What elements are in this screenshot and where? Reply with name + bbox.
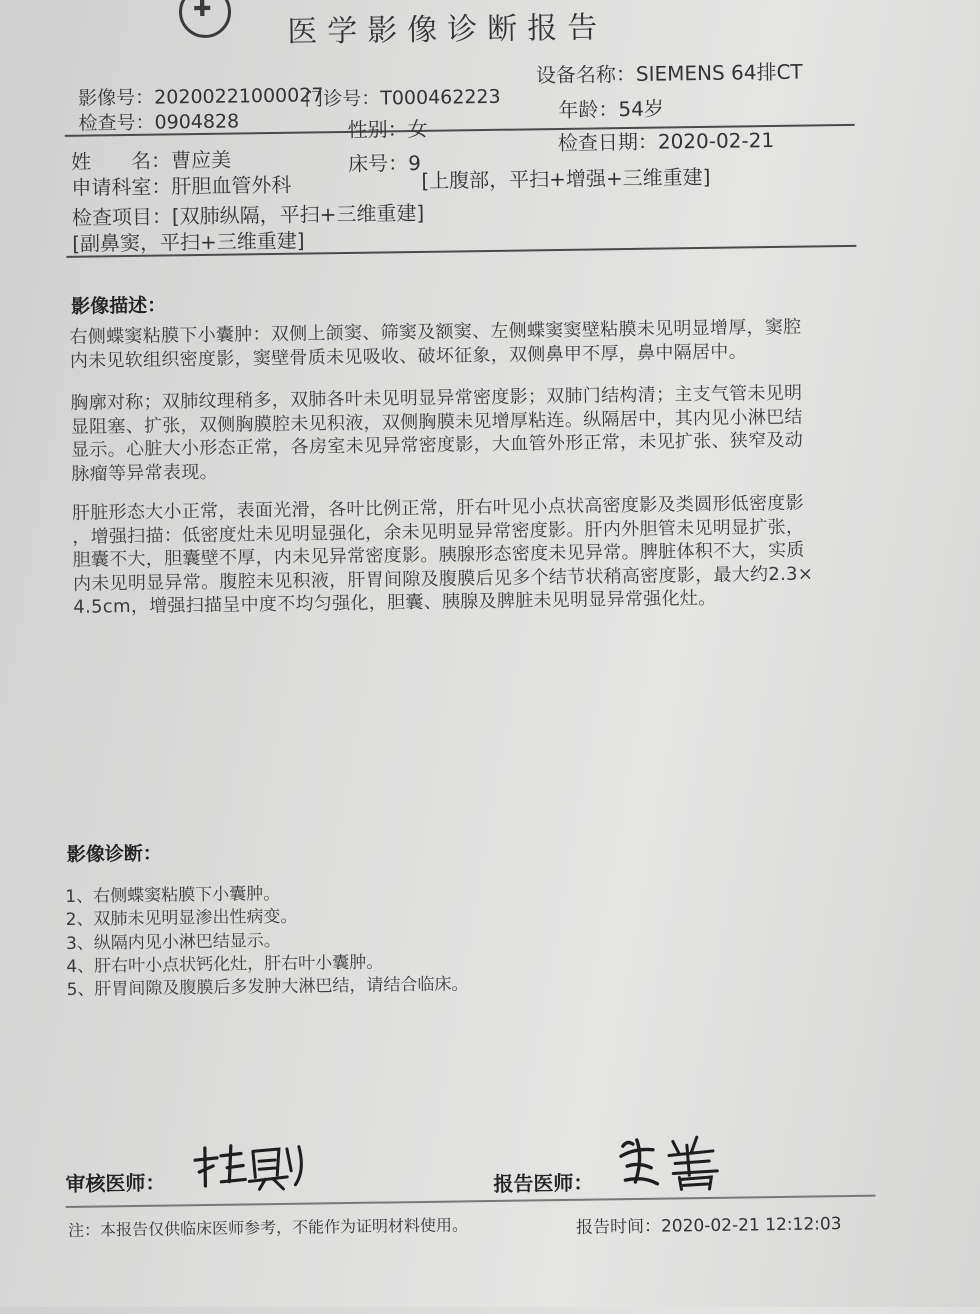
device-value: SIEMENS 64排CT (635, 59, 803, 86)
age-field (558, 93, 664, 123)
exam-date-field (558, 124, 775, 156)
dept-value: 肝胆血管外科 (171, 172, 292, 199)
bed-value: 9 (407, 150, 422, 176)
clinic-no-field (304, 82, 501, 112)
paragraph-line: 胆囊不大，胆囊壁不厚，内未见异常密度影。胰腺形态密度未见异常。脾脏体积不大，实质 (72, 539, 805, 571)
paragraph-line: 右侧蝶窦粘膜下小囊肿：双侧上颌窦、筛窦及额窦、左侧蝶窦窦壁粘膜未见明显增厚，窦腔 (69, 316, 802, 348)
sex-field (347, 113, 427, 143)
age-value: 54岁 (618, 96, 665, 122)
reviewer-label: 审核医师： (65, 1170, 166, 1196)
exam-item-1: [双肺纵隔，平扫+三维重建] (171, 200, 425, 229)
report-title: 医学影像诊断报告 (287, 10, 608, 50)
sex-value: 女 (407, 116, 428, 142)
diagnosis-item: 1、右侧蝶窦粘膜下小囊肿。 (65, 883, 281, 907)
exam-no-value: 0904828 (154, 110, 240, 134)
paragraph-line: 显示。心脏大小形态正常，各房室未见异常密度影，大血管外形正常，未见扩张、狭窄及动 (70, 429, 804, 461)
description-paragraph-abdomen (72, 491, 864, 620)
paragraph-line: 胸廓对称；双肺纹理稍多，双肺各叶未见明显异常密度影；双肺门结构清；主支气管未见明 (70, 382, 803, 414)
sex-label: 性别： (347, 117, 408, 142)
description-paragraph-sinus (69, 315, 860, 373)
disclaimer-note: 注：本报告仅供临床医师参考，不能作为证明材料使用。 (67, 1215, 469, 1240)
image-no-value: 20200221000027 (154, 84, 324, 109)
exam-items-label: 检查项目： (71, 204, 173, 230)
exam-item-3: [副鼻窦，平扫+三维重建] (72, 228, 305, 256)
dept-field (71, 169, 291, 201)
diagnosis-item: 2、双肺未见明显渗出性病变。 (65, 907, 298, 931)
paragraph-line: 脉瘤等异常表现。 (71, 461, 218, 485)
exam-date-value: 2020-02-21 (657, 127, 775, 154)
paragraph-line: 显阻塞、扩张，双侧胸膜腔未见积液，双侧胸膜未见增厚粘连。纵隔居中，其内见小淋巴结 (70, 406, 803, 438)
diagnosis-item: 4、肝右叶小点状钙化灶，肝右叶小囊肿。 (66, 952, 384, 977)
paragraph-line: 内未见明显异常。腹腔未见积液，肝胃间隙及腹膜后见多个结节状稍高密度影，最大约2.3× (72, 562, 814, 595)
diagnosis-item: 5、肝胃间隙及腹膜后多发肿大淋巴结，请结合临床。 (66, 974, 469, 1001)
report-time-value: 2020-02-21 12:12:03 (660, 1214, 842, 1237)
reporter-signature (613, 1131, 744, 1193)
exam-no-field (78, 106, 239, 135)
exam-item-2: [上腹部，平扫+增强+三维重建] (421, 164, 711, 193)
age-label: 年龄： (558, 97, 619, 122)
name-label: 姓 名： (70, 148, 172, 174)
device-label: 设备名称： (535, 61, 637, 88)
image-no-label: 影像号： (78, 86, 155, 110)
hospital-logo-icon (179, 0, 232, 38)
clinic-no-label: 门诊号： (304, 87, 381, 111)
description-heading: 影像描述： (70, 294, 167, 318)
footer-divider (66, 1195, 876, 1208)
exam-no-label: 检查号： (78, 111, 155, 135)
report-time-label: 报告时间： (575, 1216, 662, 1238)
paragraph-line: 内未见软组织密度影，窦壁骨质未见吸收、破坏征象，双侧鼻甲不厚，鼻中隔居中。 (69, 340, 748, 372)
bed-label: 床号： (347, 151, 409, 176)
diagnosis-heading: 影像诊断： (66, 842, 162, 866)
diagnosis-list (65, 880, 468, 1002)
report-time-field (576, 1209, 842, 1238)
clinic-no-value: T000462223 (380, 85, 501, 110)
paragraph-line: ，增强扫描：低密度灶未见明显强化，余未见明显异常密度影。肝内外胆管未见明显扩张， (72, 516, 805, 548)
reporter-label: 报告医师： (493, 1170, 594, 1197)
device-field (536, 56, 803, 89)
name-value: 曹应美 (170, 147, 232, 173)
paragraph-line: 肝脏形态大小正常，表面光滑，各叶比例正常，肝右叶见小点状高密度影及类圆形低密度影 (71, 492, 805, 524)
dept-label: 申请科室： (71, 174, 172, 200)
bed-field (348, 147, 421, 177)
exam-date-label: 检查日期： (557, 129, 659, 156)
description-paragraph-chest (70, 381, 861, 486)
reviewer-signature (187, 1140, 318, 1192)
diagnosis-item: 3、纵隔内见小淋巴结显示。 (65, 930, 281, 954)
paragraph-line: 4.5cm，增强扫描呈中度不均匀强化，胆囊、胰腺及脾脏未见明显异常强化灶。 (73, 587, 717, 618)
